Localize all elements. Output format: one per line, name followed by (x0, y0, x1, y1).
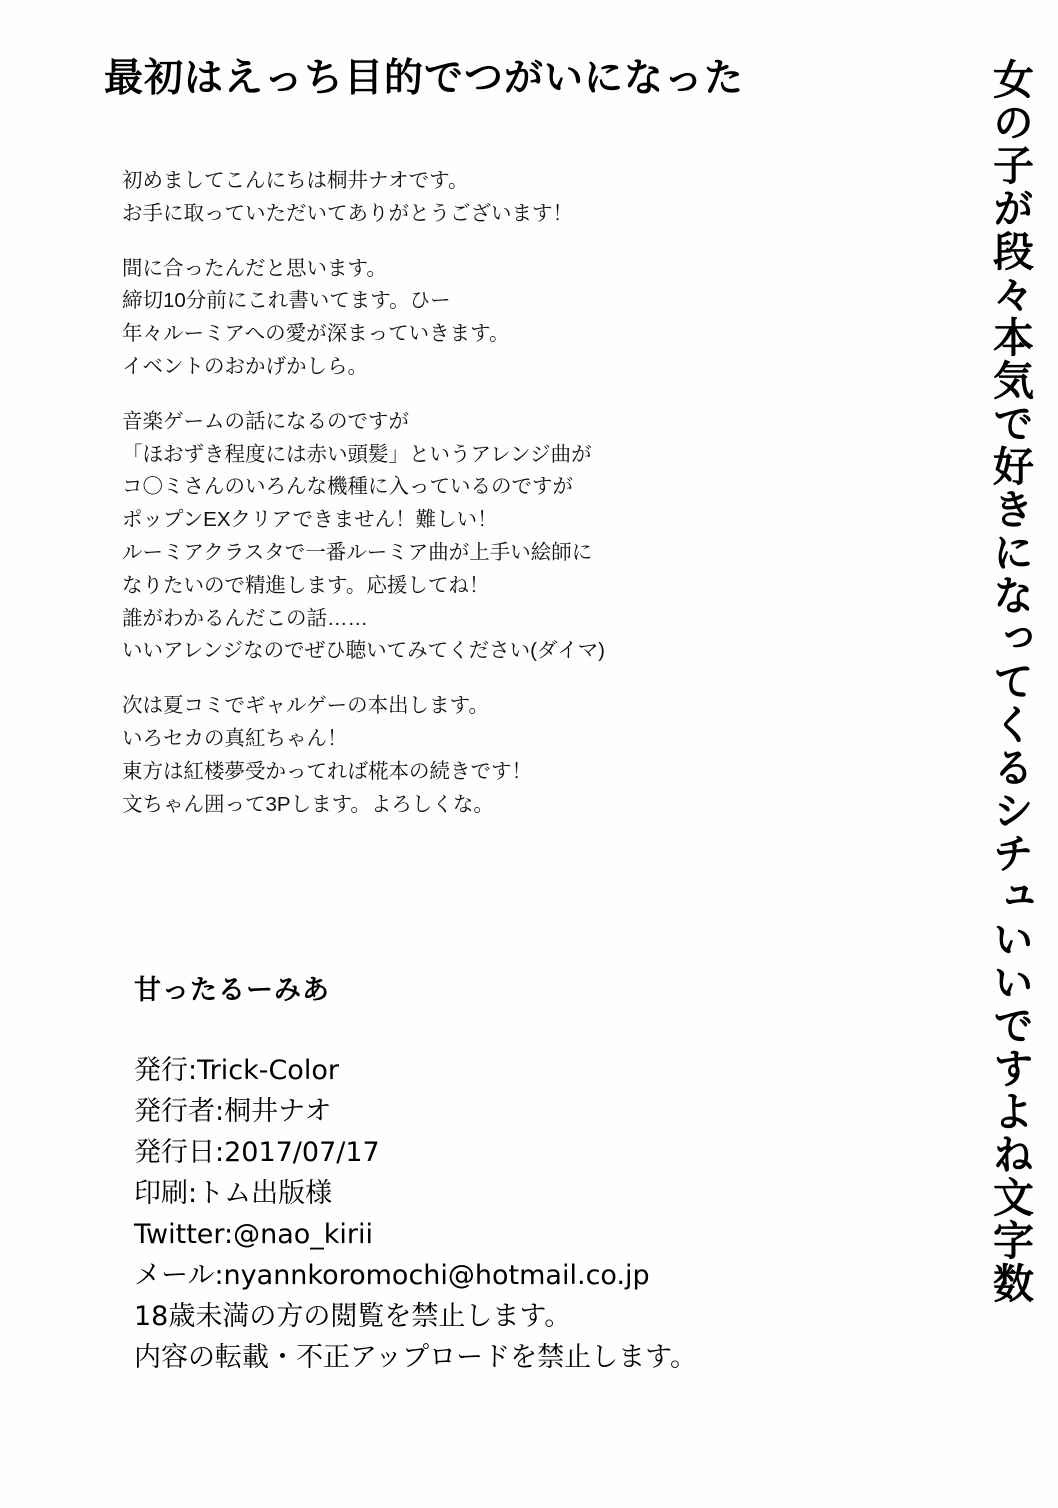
afterword-paragraph (122, 253, 822, 384)
vertical-subtitle: 女の子が段々本気で好きになってくるシチュいいですよね文字数 (987, 58, 1033, 1305)
afterword-line: 誰がわかるんだこの話…… (122, 606, 368, 630)
afterword-paragraph (122, 165, 822, 231)
afterword-paragraph (122, 690, 822, 821)
colophon (134, 1050, 874, 1378)
afterword-line: イベントのおかげかしら。 (122, 354, 368, 378)
colophon-reprint-notice: 内容の転載・不正アップロードを禁止します。 (134, 1342, 697, 1374)
colophon-email: メール:nyannkoromochi@hotmail.co.jp (134, 1260, 650, 1292)
colophon-age-notice: 18歳未満の方の閲覧を禁止します。 (134, 1301, 572, 1333)
page-title: 最初はえっち目的でつがいになった (104, 57, 745, 100)
afterword-line: 初めましてこんにちは桐井ナオです。 (122, 169, 469, 192)
afterword-paragraph (122, 406, 822, 668)
afterword-line: 文ちゃん囲って3Pします。よろしくな。 (122, 792, 494, 816)
afterword-line: 間に合ったんだと思います。 (122, 256, 387, 280)
afterword-line: 「ほおずき程度には赤い頭髪」というアレンジ曲が (122, 442, 592, 466)
colophon-publisher: 発行:Trick-Color (134, 1055, 339, 1086)
colophon-printer: 印刷:トム出版様 (134, 1178, 333, 1210)
colophon-twitter: Twitter:@nao_kirii (134, 1219, 374, 1251)
afterword-line: 東方は紅楼夢受かってれば椛本の続きです！ (122, 759, 532, 783)
afterword-line: ポップンEXクリアできません！難しい！ (122, 508, 498, 532)
colophon-date: 発行日:2017/07/17 (134, 1137, 380, 1169)
afterword-line: いいアレンジなのでぜひ聴いてみてください(ダイマ) (122, 639, 605, 663)
afterword-line: 次は夏コミでギャルゲーの本出します。 (122, 694, 489, 718)
afterword-line: お手に取っていただいてありがとうございます！ (122, 201, 573, 225)
circle-name: 甘ったるーみあ (134, 975, 330, 1005)
afterword-body (122, 165, 822, 843)
afterword-line: なりたいので精進します。応援してね！ (122, 573, 490, 597)
afterword-line: ルーミアクラスタで一番ルーミア曲が上手い絵師に (122, 540, 593, 564)
afterword-line: いろセカの真紅ちゃん！ (122, 726, 348, 750)
colophon-author: 発行者:桐井ナオ (134, 1096, 332, 1128)
afterword-line: 年々ルーミアへの愛が深まっていきます。 (122, 322, 510, 346)
afterword-line: 音楽ゲームの話になるのですが (122, 409, 409, 433)
afterword-line: 締切10分前にこれ書いてます。ひー (122, 289, 451, 313)
afterword-line: コ〇ミさんのいろんな機種に入っているのですが (122, 475, 573, 499)
